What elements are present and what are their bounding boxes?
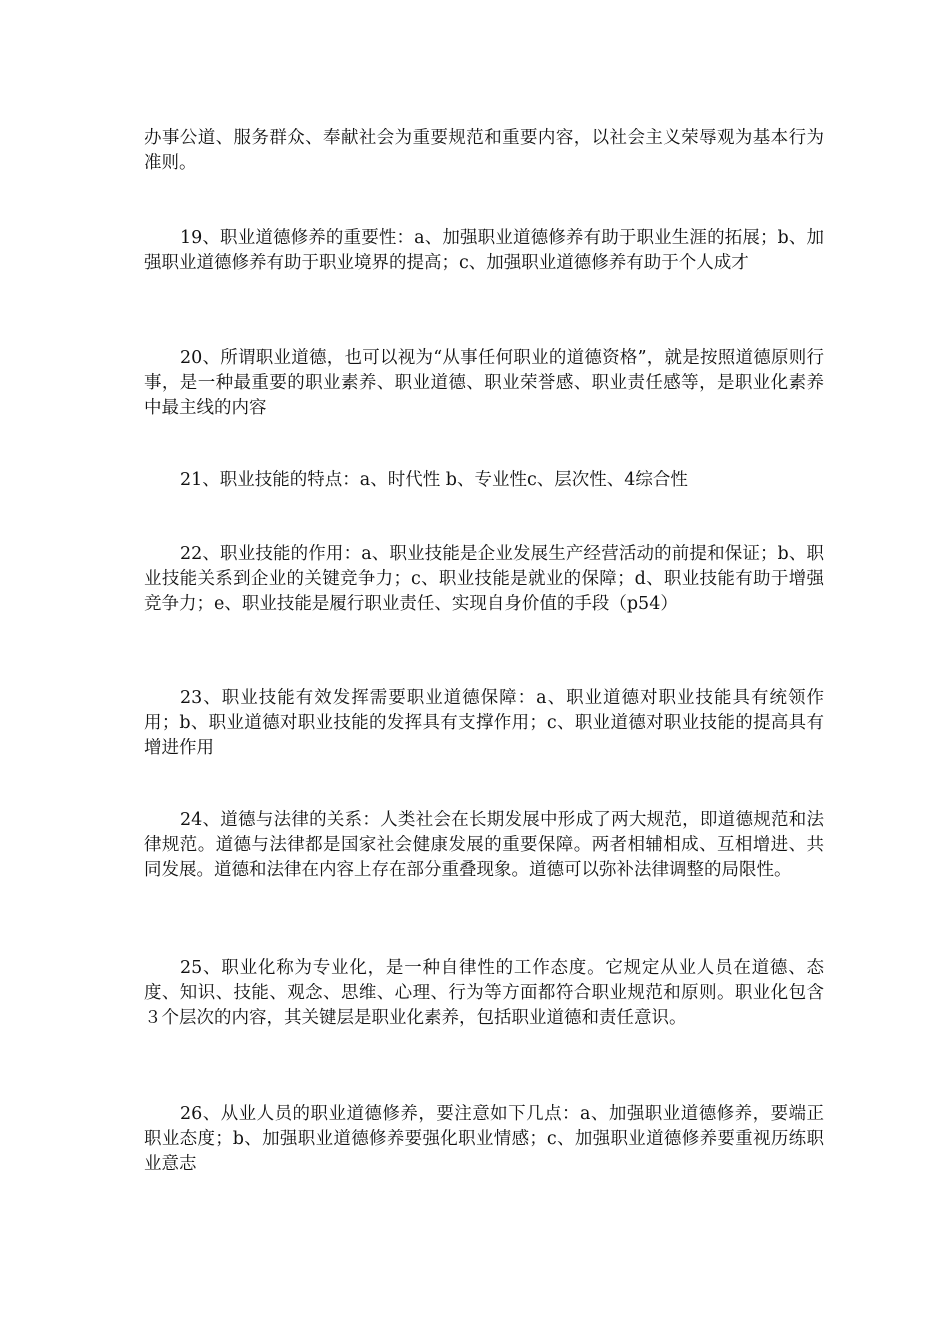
paragraph-item-25: 25、职业化称为专业化，是一种自律性的工作态度。它规定从业人员在道德、态度、知识、技能、观念、思维、心理、行为等方面都符合职业规范和原则。职业化包含３个层次的内容，其关键层是职业化素养，包括职业道德和责任意识。 xyxy=(144,958,824,1028)
paragraph-item-19: 19、职业道德修养的重要性：a、加强职业道德修养有助于职业生涯的拓展；b、加强职业道德修养有助于职业境界的提高；c、加强职业道德修养有助于个人成才 xyxy=(144,228,824,273)
paragraph-item-23: 23、职业技能有效发挥需要职业道德保障：a、职业道德对职业技能具有统领作用；b、职业道德对职业技能的发挥具有支撑作用；c、职业道德对职业技能的提高具有增进作用 xyxy=(144,688,824,758)
paragraph-item-21: 21、职业技能的特点：a、时代性 b、专业性c、层次性、4综合性 xyxy=(180,470,688,490)
paragraph-continuation: 办事公道、服务群众、奉献社会为重要规范和重要内容，以社会主义荣辱观为基本行为准则。 xyxy=(144,128,824,173)
paragraph-item-26: 26、从业人员的职业道德修养，要注意如下几点：a、加强职业道德修养，要端正职业态度；b、加强职业道德修养要强化职业情感；c、加强职业道德修养要重视历练职业意志 xyxy=(144,1104,824,1174)
paragraph-item-24: 24、道德与法律的关系：人类社会在长期发展中形成了两大规范，即道德规范和法律规范。道德与法律都是国家社会健康发展的重要保障。两者相辅相成、互相增进、共同发展。道德和法律在内容上存在部分重叠现象。道德可以弥补法律调整的局限性。 xyxy=(144,810,824,880)
paragraph-item-22: 22、职业技能的作用：a、职业技能是企业发展生产经营活动的前提和保证；b、职业技能关系到企业的关键竞争力；c、职业技能是就业的保障；d、职业技能有助于增强竞争力；e、职业技能是履行职业责任、实现自身价值的手段（p54） xyxy=(144,544,824,614)
paragraph-item-20: 20、所谓职业道德，也可以视为“从事任何职业的道德资格”，就是按照道德原则行事，是一种最重要的职业素养、职业道德、职业荣誉感、职业责任感等，是职业化素养中最主线的内容 xyxy=(144,348,824,418)
